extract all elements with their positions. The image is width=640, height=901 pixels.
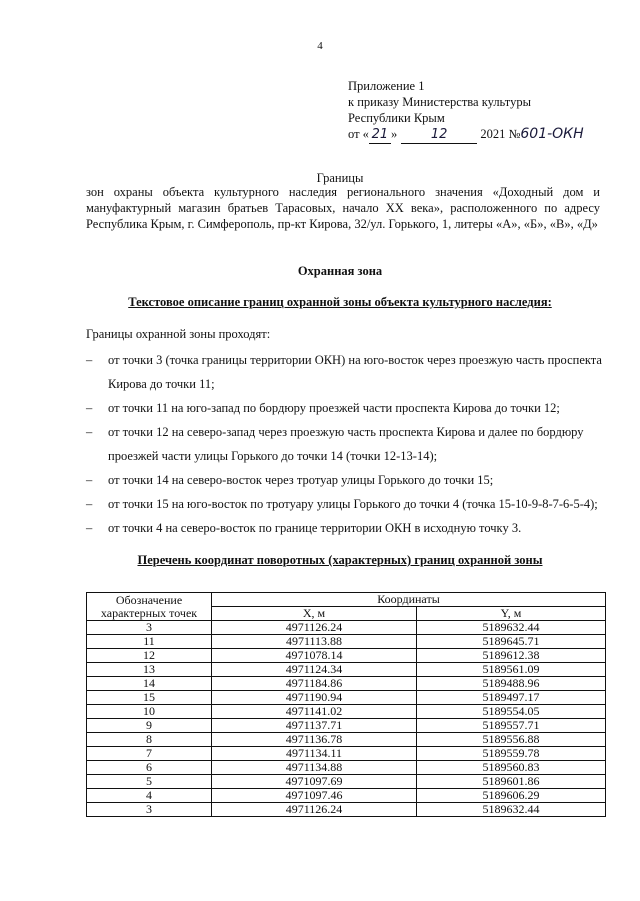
x-cell: 4971078.14 bbox=[212, 649, 417, 663]
boundary-item-text: от точки 3 (точка границы территории ОКН) на юго-восток через проезжую часть проспекта Кирова до точки 11; bbox=[108, 353, 602, 391]
table-row bbox=[87, 621, 606, 635]
order-line bbox=[348, 126, 584, 144]
boundary-item-text: от точки 12 на северо-запад через проезжую часть проспекта Кирова и далее по бордюру проезжей части улицы Горького до точки 14 (точки 12-13-14); bbox=[108, 425, 584, 463]
order-number: 601-ОКН bbox=[520, 126, 584, 142]
x-cell: 4971126.24 bbox=[212, 621, 417, 635]
boundary-item-text: от точки 11 на юго-запад по бордюру проезжей части проспекта Кирова до точки 12; bbox=[108, 401, 560, 415]
x-cell: 4971190.94 bbox=[212, 691, 417, 705]
dash-marker: – bbox=[86, 497, 93, 511]
table-row bbox=[87, 663, 606, 677]
page-number: 4 bbox=[317, 40, 323, 52]
point-cell: 8 bbox=[87, 733, 212, 747]
point-cell: 7 bbox=[87, 747, 212, 761]
point-cell: 11 bbox=[87, 635, 212, 649]
table-row bbox=[87, 747, 606, 761]
x-cell: 4971136.78 bbox=[212, 733, 417, 747]
point-cell: 4 bbox=[87, 789, 212, 803]
dash-marker: – bbox=[86, 521, 93, 535]
appendix-block bbox=[348, 78, 584, 144]
y-cell: 5189561.09 bbox=[417, 663, 606, 677]
y-cell: 5189632.44 bbox=[417, 803, 606, 817]
x-cell: 4971134.88 bbox=[212, 761, 417, 775]
y-cell: 5189556.88 bbox=[417, 733, 606, 747]
table-row bbox=[87, 705, 606, 719]
boundary-item bbox=[86, 468, 606, 492]
point-cell: 15 bbox=[87, 691, 212, 705]
x-cell: 4971184.86 bbox=[212, 677, 417, 691]
boundary-item bbox=[86, 492, 606, 516]
appendix-line-2: к приказу Министерства культуры bbox=[348, 95, 531, 109]
col-x-header: X, м bbox=[212, 607, 417, 621]
boundary-item bbox=[86, 396, 606, 420]
dash-marker: – bbox=[86, 353, 93, 367]
dash-marker: – bbox=[86, 473, 93, 487]
appendix-line-1: Приложение 1 bbox=[348, 79, 425, 93]
x-cell: 4971124.34 bbox=[212, 663, 417, 677]
x-cell: 4971113.88 bbox=[212, 635, 417, 649]
table-row bbox=[87, 803, 606, 817]
y-cell: 5189488.96 bbox=[417, 677, 606, 691]
object-description: зон охраны объекта культурного наследия регионального значения «Доходный дом и мануфактурный магазин братьев Тарасовых, начало XX века», расположенного по адресу Республика Крым, г. Симферополь, пр-кт Кирова, 32/ул. Горького, 1, литеры «А», «Б», «В», «Д» bbox=[86, 185, 600, 231]
x-cell: 4971134.11 bbox=[212, 747, 417, 761]
table-row bbox=[87, 733, 606, 747]
col-y-header: Y, м bbox=[417, 607, 606, 621]
point-cell: 3 bbox=[87, 621, 212, 635]
boundary-item bbox=[86, 420, 606, 468]
boundary-item bbox=[86, 516, 606, 540]
point-cell: 9 bbox=[87, 719, 212, 733]
dash-marker: – bbox=[86, 425, 93, 439]
boundary-item bbox=[86, 348, 606, 396]
coordinates-table bbox=[86, 592, 606, 817]
point-cell: 12 bbox=[87, 649, 212, 663]
text-description-heading: Текстовое описание границ охранной зоны объекта культурного наследия: bbox=[128, 295, 552, 309]
document-title: Границы bbox=[316, 171, 364, 185]
col-coords-header: Координаты bbox=[212, 593, 606, 607]
y-cell: 5189554.05 bbox=[417, 705, 606, 719]
y-cell: 5189632.44 bbox=[417, 621, 606, 635]
col-point-header: Обозначение характерных точек bbox=[87, 593, 212, 621]
dash-marker: – bbox=[86, 401, 93, 415]
order-prefix: от « bbox=[348, 127, 369, 141]
boundary-list bbox=[86, 348, 606, 540]
order-mid: » bbox=[390, 127, 398, 141]
point-cell: 5 bbox=[87, 775, 212, 789]
y-cell: 5189560.83 bbox=[417, 761, 606, 775]
table-row bbox=[87, 719, 606, 733]
table-row bbox=[87, 677, 606, 691]
point-cell: 6 bbox=[87, 761, 212, 775]
y-cell: 5189559.78 bbox=[417, 747, 606, 761]
point-cell: 14 bbox=[87, 677, 212, 691]
order-month: 12 bbox=[401, 127, 477, 144]
x-cell: 4971141.02 bbox=[212, 705, 417, 719]
x-cell: 4971097.69 bbox=[212, 775, 417, 789]
y-cell: 5189557.71 bbox=[417, 719, 606, 733]
table-row bbox=[87, 649, 606, 663]
order-year: 2021 № bbox=[480, 127, 521, 141]
y-cell: 5189612.38 bbox=[417, 649, 606, 663]
table-row bbox=[87, 789, 606, 803]
y-cell: 5189601.86 bbox=[417, 775, 606, 789]
table-row bbox=[87, 635, 606, 649]
x-cell: 4971126.24 bbox=[212, 803, 417, 817]
appendix-line-3: Республики Крым bbox=[348, 111, 445, 125]
point-cell: 13 bbox=[87, 663, 212, 677]
x-cell: 4971137.71 bbox=[212, 719, 417, 733]
y-cell: 5189606.29 bbox=[417, 789, 606, 803]
order-day: 21 bbox=[369, 127, 391, 144]
point-cell: 10 bbox=[87, 705, 212, 719]
boundary-item-text: от точки 14 на северо-восток через тротуар улицы Горького до точки 15; bbox=[108, 473, 494, 487]
boundary-item-text: от точки 15 на юго-восток по тротуару улицы Горького до точки 4 (точка 15-10-9-8-7-6-5-4); bbox=[108, 497, 598, 511]
table-row bbox=[87, 691, 606, 705]
table-row bbox=[87, 761, 606, 775]
table-row bbox=[87, 775, 606, 789]
boundary-intro: Границы охранной зоны проходят: bbox=[86, 327, 271, 341]
x-cell: 4971097.46 bbox=[212, 789, 417, 803]
zone-title: Охранная зона bbox=[297, 264, 383, 278]
y-cell: 5189645.71 bbox=[417, 635, 606, 649]
y-cell: 5189497.17 bbox=[417, 691, 606, 705]
coordinates-table-heading: Перечень координат поворотных (характерных) границ охранной зоны bbox=[137, 553, 543, 567]
boundary-item-text: от точки 4 на северо-восток по границе территории ОКН в исходную точку 3. bbox=[108, 521, 522, 535]
point-cell: 3 bbox=[87, 803, 212, 817]
